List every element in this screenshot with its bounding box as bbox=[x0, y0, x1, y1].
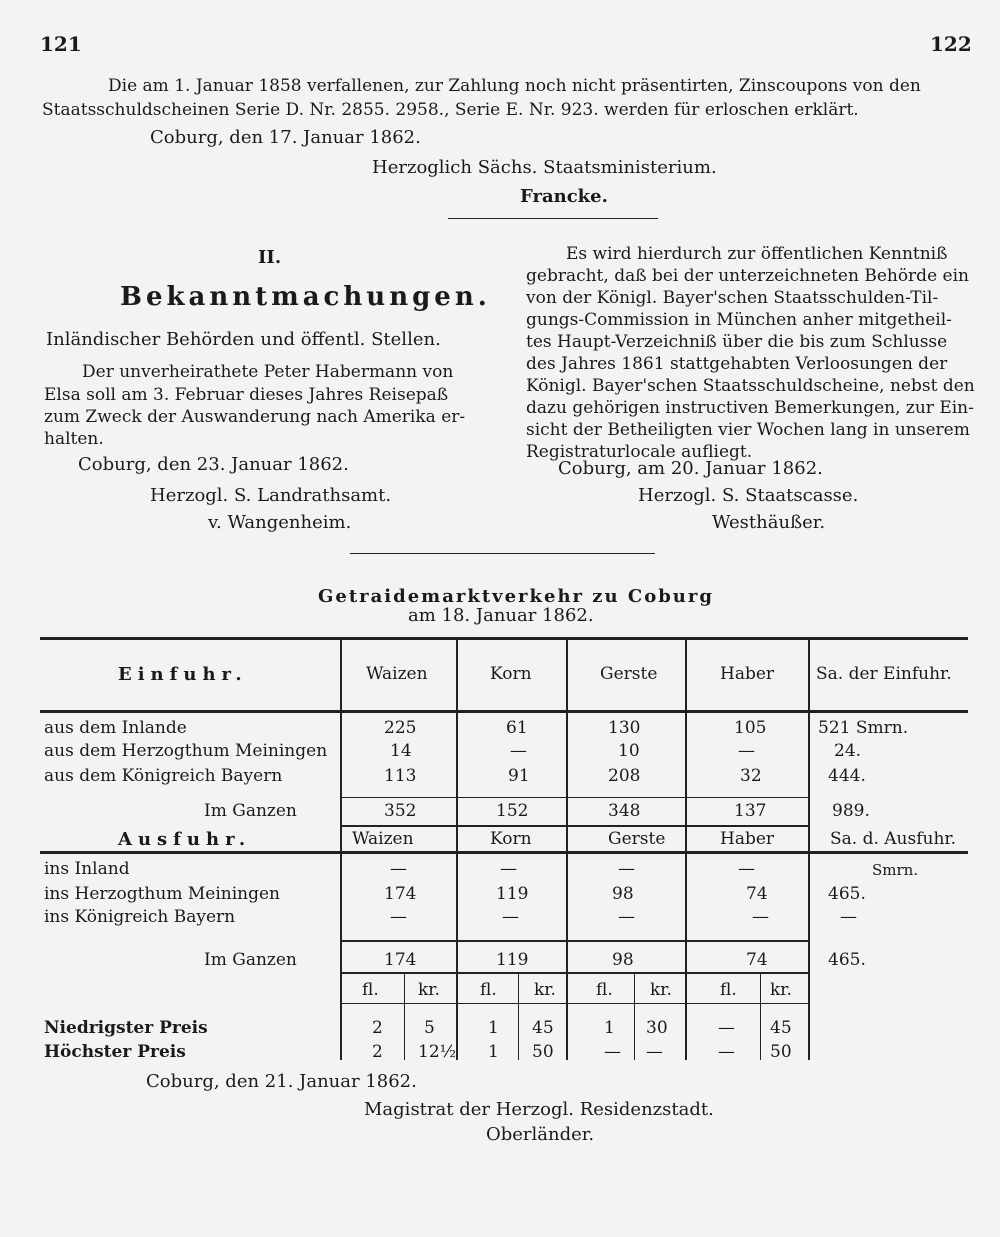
column-header-haber: Haber bbox=[720, 664, 775, 684]
table-cell: — bbox=[618, 859, 635, 879]
table-cell: 348 bbox=[608, 801, 641, 821]
notice1-authority: Herzoglich Sächs. Staatsministerium. bbox=[372, 157, 717, 178]
divider bbox=[448, 218, 658, 219]
table-cell: 352 bbox=[384, 801, 417, 821]
price-cell: 45 bbox=[532, 1018, 554, 1038]
column-rule bbox=[634, 974, 635, 1060]
column-header-korn: Korn bbox=[490, 829, 532, 849]
notice1-line1: Die am 1. Januar 1858 verfallenen, zur Zahlung noch nicht präsentirten, Zinscoupons von den bbox=[108, 76, 921, 96]
table-cell: 10 bbox=[618, 741, 640, 761]
column-header-import-sum: Sa. der Einfuhr. bbox=[816, 664, 952, 684]
export-header: Ausfuhr. bbox=[118, 829, 252, 850]
price-cell: 45 bbox=[770, 1018, 792, 1038]
table-header-rule bbox=[40, 710, 968, 713]
notice3-line: gebracht, daß bei der unterzeichneten Behörde ein bbox=[526, 266, 969, 286]
market-place-date: Coburg, den 21. Januar 1862. bbox=[146, 1071, 417, 1092]
table-cell: 98 bbox=[612, 950, 634, 970]
notice2-line: halten. bbox=[44, 429, 104, 449]
table-cell: — bbox=[840, 907, 857, 927]
price-cell: 1 bbox=[488, 1018, 499, 1038]
table-cell: 98 bbox=[612, 884, 634, 904]
market-title: Getraidemarktverkehr zu Coburg bbox=[318, 586, 714, 607]
table-cell: 74 bbox=[746, 884, 768, 904]
column-rule bbox=[808, 640, 810, 1060]
table-top-rule bbox=[40, 637, 968, 640]
column-header-haber: Haber bbox=[720, 829, 775, 849]
currency-fl: fl. bbox=[480, 980, 497, 1000]
sum-rule bbox=[340, 825, 810, 827]
export-total-label: Im Ganzen bbox=[204, 950, 297, 970]
sum-rule bbox=[340, 940, 810, 942]
currency-rule bbox=[340, 1003, 810, 1004]
table-cell: — bbox=[752, 907, 769, 927]
price-cell: — bbox=[646, 1042, 663, 1062]
table-row-label: aus dem Inlande bbox=[44, 718, 187, 738]
table-cell: 32 bbox=[740, 766, 762, 786]
price-cell: 5 bbox=[424, 1018, 435, 1038]
notice2-line: zum Zweck der Auswanderung nach Amerika er- bbox=[44, 407, 466, 427]
notice2-authority: Herzogl. S. Landrathsamt. bbox=[150, 485, 392, 506]
column-header-korn: Korn bbox=[490, 664, 532, 684]
sum-rule bbox=[340, 797, 810, 798]
currency-fl: fl. bbox=[362, 980, 379, 1000]
column-rule bbox=[340, 640, 342, 1060]
table-cell: 225 bbox=[384, 718, 417, 738]
market-signature: Oberländer. bbox=[486, 1124, 595, 1145]
notice3-line: von der Königl. Bayer'schen Staatsschulden-Til- bbox=[526, 288, 939, 308]
table-cell: 465. bbox=[828, 950, 866, 970]
currency-kr: kr. bbox=[534, 980, 556, 1000]
section-subtitle: Inländischer Behörden und öffentl. Stellen. bbox=[46, 329, 441, 350]
table-cell: 989. bbox=[832, 801, 870, 821]
price-cell: — bbox=[718, 1042, 735, 1062]
currency-fl: fl. bbox=[596, 980, 613, 1000]
table-cell: — bbox=[390, 859, 407, 879]
notice3-line: sicht der Betheiligten vier Wochen lang in unserem bbox=[526, 420, 970, 440]
currency-kr: kr. bbox=[770, 980, 792, 1000]
currency-fl: fl. bbox=[720, 980, 737, 1000]
notice1-signature: Francke. bbox=[520, 186, 608, 207]
table-cell: 105 bbox=[734, 718, 767, 738]
export-header-rule bbox=[40, 851, 968, 854]
column-rule bbox=[760, 974, 761, 1060]
currency-kr: kr. bbox=[650, 980, 672, 1000]
table-cell: 113 bbox=[384, 766, 417, 786]
table-cell: — bbox=[738, 741, 755, 761]
notice3-line: des Jahres 1861 stattgehabten Verloosungen der bbox=[526, 354, 948, 374]
notice1-line2: Staatsschuldscheinen Serie D. Nr. 2855. 2958., Serie E. Nr. 923. werden für erloschen erklärt. bbox=[42, 100, 859, 120]
import-header: Einfuhr. bbox=[118, 664, 248, 685]
table-row-label: ins Inland bbox=[44, 859, 130, 879]
table-row-label: ins Herzogthum Meiningen bbox=[44, 884, 280, 904]
table-cell: 119 bbox=[496, 884, 529, 904]
price-cell: — bbox=[604, 1042, 621, 1062]
column-rule bbox=[456, 640, 458, 1060]
market-date: am 18. Januar 1862. bbox=[408, 605, 594, 626]
column-header-waizen: Waizen bbox=[366, 664, 428, 684]
price-cell: 2 bbox=[372, 1042, 383, 1062]
table-cell: 152 bbox=[496, 801, 529, 821]
table-cell: — bbox=[500, 859, 517, 879]
table-cell: — bbox=[502, 907, 519, 927]
table-row-label: ins Königreich Bayern bbox=[44, 907, 236, 927]
table-cell: 74 bbox=[746, 950, 768, 970]
notice2-line: Der unverheirathete Peter Habermann von bbox=[82, 362, 454, 382]
price-cell: 12½ bbox=[418, 1042, 457, 1062]
notice3-line: dazu gehörigen instructiven Bemerkungen, zur Ein- bbox=[526, 398, 974, 418]
table-cell: 91 bbox=[508, 766, 530, 786]
price-row-label: Höchster Preis bbox=[44, 1042, 186, 1062]
table-cell: Smrn. bbox=[872, 861, 919, 879]
table-row-label: aus dem Herzogthum Meiningen bbox=[44, 741, 328, 761]
table-cell: 465. bbox=[828, 884, 866, 904]
table-cell: 61 bbox=[506, 718, 528, 738]
column-rule bbox=[566, 640, 568, 1060]
notice2-line: Elsa soll am 3. Februar dieses Jahres Reisepaß bbox=[44, 385, 449, 405]
table-row-label: aus dem Königreich Bayern bbox=[44, 766, 283, 786]
notice3-signature: Westhäußer. bbox=[712, 512, 826, 533]
notice3-authority: Herzogl. S. Staatscasse. bbox=[638, 485, 859, 506]
table-cell: 130 bbox=[608, 718, 641, 738]
price-cell: 50 bbox=[770, 1042, 792, 1062]
notice3-place-date: Coburg, am 20. Januar 1862. bbox=[558, 458, 823, 479]
price-cell: 50 bbox=[532, 1042, 554, 1062]
notice3-line: Registraturlocale aufliegt. bbox=[526, 442, 753, 462]
notice2-signature: v. Wangenheim. bbox=[208, 512, 352, 533]
notice3-line: Königl. Bayer'schen Staatsschuldscheine, nebst den bbox=[526, 376, 975, 396]
column-rule bbox=[518, 974, 519, 1060]
price-row-label: Niedrigster Preis bbox=[44, 1018, 208, 1038]
divider bbox=[350, 553, 655, 554]
price-cell: 1 bbox=[604, 1018, 615, 1038]
table-cell: 14 bbox=[390, 741, 412, 761]
table-cell: 208 bbox=[608, 766, 641, 786]
table-cell: — bbox=[390, 907, 407, 927]
sum-rule bbox=[340, 972, 810, 974]
table-cell: — bbox=[618, 907, 635, 927]
table-cell: 174 bbox=[384, 884, 417, 904]
page-number-left: 121 bbox=[40, 32, 82, 56]
table-cell: 137 bbox=[734, 801, 767, 821]
price-cell: 2 bbox=[372, 1018, 383, 1038]
page-number-right: 122 bbox=[930, 32, 972, 56]
notice1-place-date: Coburg, den 17. Januar 1862. bbox=[150, 127, 421, 148]
column-rule bbox=[404, 974, 405, 1060]
table-cell: 174 bbox=[384, 950, 417, 970]
table-cell: 444. bbox=[828, 766, 866, 786]
price-cell: 30 bbox=[646, 1018, 668, 1038]
section-title: Bekanntmachungen. bbox=[120, 282, 491, 312]
currency-kr: kr. bbox=[418, 980, 440, 1000]
notice3-line: gungs-Commission in München anher mitgetheil- bbox=[526, 310, 952, 330]
table-cell: — bbox=[510, 741, 527, 761]
column-header-waizen: Waizen bbox=[352, 829, 414, 849]
table-cell: 24. bbox=[834, 741, 862, 761]
table-cell: 521 Smrn. bbox=[818, 718, 909, 738]
column-header-gerste: Gerste bbox=[608, 829, 666, 849]
column-header-export-sum: Sa. d. Ausfuhr. bbox=[830, 829, 957, 849]
market-authority: Magistrat der Herzogl. Residenzstadt. bbox=[364, 1099, 714, 1120]
column-rule bbox=[685, 640, 687, 1060]
notice3-line: Es wird hierdurch zur öffentlichen Kenntniß bbox=[566, 244, 948, 264]
price-cell: — bbox=[718, 1018, 735, 1038]
import-total-label: Im Ganzen bbox=[204, 801, 297, 821]
column-header-gerste: Gerste bbox=[600, 664, 658, 684]
table-cell: 119 bbox=[496, 950, 529, 970]
notice2-place-date: Coburg, den 23. Januar 1862. bbox=[78, 454, 349, 475]
notice3-line: tes Haupt-Verzeichniß über die bis zum Schlusse bbox=[526, 332, 948, 352]
section-number: II. bbox=[258, 247, 282, 268]
price-cell: 1 bbox=[488, 1042, 499, 1062]
table-cell: — bbox=[738, 859, 755, 879]
